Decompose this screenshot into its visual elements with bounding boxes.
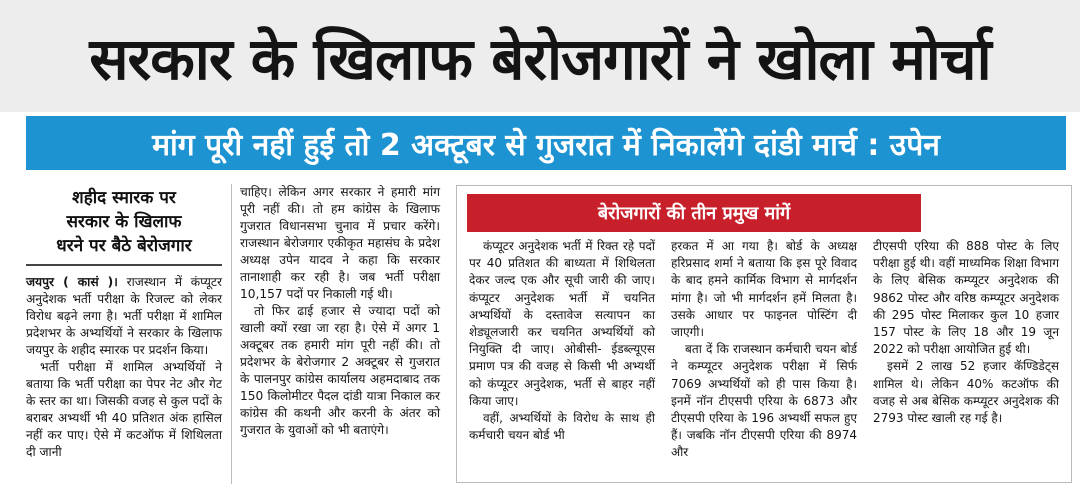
- article-paragraph: तो फिर ढाई हजार से ज्यादा पदों को खाली क्यों रखा जा रहा है। ऐसे में अगर 1 अक्टूबर तक हमारी मांग पूरी नहीं की। तो प्रदेशभर के बेरोजगार 2 अक्टूबर से गुजरात के पालनपुर कांग्रेस कार्यालय अहमदाबाद तक 150 किलोमीटर पैदल दांडी यात्रा निकाल कर कांग्रेस की कथनी और करनी के अंतर को गुजरात के युवाओं को भी बताएंगे।: [240, 304, 440, 437]
- article-paragraph: भर्ती परीक्षा में शामिल अभ्यर्थियों ने बताया कि भर्ती परीक्षा का पेपर नेट और गेट के स्तर का था। जिसकी वजह से कुल पदों के बराबर अभ्यर्थी भी 40 प्रतिशत अंक हासिल नहीं कर पाए। ऐसे में कटऑफ में शिथिलता दी जानी: [26, 360, 222, 459]
- article-paragraph: कंप्यूटर अनुदेशक भर्ती में रिक्त रहे पदों पर 40 प्रतिशत की बाध्यता में शिथिलता देकर जल्द एक और सूची जारी की जाए। कंप्यूटर अनुदेशक भर्ती में चयनित अभ्यर्थियों के दस्तावेज सत्यापन का शेड्यूलजारी कर चयनित अभ्यर्थियों को नियुक्ति दी जाए। ओबीसी- ईडब्ल्यूएस प्रमाण पत्र की वजह से किसी भी अभ्यर्थी को कंप्यूटर अनुदेशक, भर्ती से बाहर नहीं किया जाए।: [469, 239, 655, 408]
- article-paragraph: बता दें कि राजस्थान कर्मचारी चयन बोर्ड ने कम्प्यूटर अनुदेशक परीक्षा में सिर्फ 7069 अभ्यर्थियों को ही पास किया है। इनमें नॉन टीएसपी एरिया के 6873 और टीएसपी एरिया के 196 अभ्यर्थी सफल हुए हैं। जबकि नॉन टीएसपी एरिया की 8974 और: [671, 342, 857, 460]
- dateline: जयपुर ( कासं )।: [26, 275, 118, 289]
- sidebar-heading-line: धरने पर बैठे बेरोजगार: [56, 236, 192, 256]
- demands-box: [456, 185, 1072, 483]
- sidebar-body: [26, 274, 222, 461]
- box-column-1: [469, 238, 655, 444]
- column-divider: [231, 184, 232, 484]
- article-paragraph: [26, 274, 222, 359]
- subheadline: मांग पूरी नहीं हुई तो 2 अक्टूबर से गुजरात में निकालेंगे दांडी मार्च : उपेन: [152, 127, 940, 163]
- sidebar-heading-line: शहीद स्मारक पर: [72, 188, 176, 208]
- middle-column: [240, 184, 440, 484]
- article-paragraph: टीएसपी एरिया की 888 पोस्ट के लिए परीक्षा हुई थी। वहीं माध्यमिक शिक्षा विभाग के लिए बेसिक कम्प्यूटर अनुदेशक की 9862 पोस्ट और वरिष्ठ कम्प्यूटर अनुदेशक की 295 पोस्ट मिलाकर कुल 10 हजार 157 पोस्ट के लिए 18 और 19 जून 2022 को परीक्षा आयोजित हुई थी।: [873, 239, 1059, 357]
- box-column-3: [873, 238, 1059, 427]
- article-paragraph: इसमें 2 लाख 52 हजार कॅण्डिडेट्स शामिल थे। लेकिन 40% कटऑफ की वजह से अब बेसिक कम्प्यूटर अनुदेशक की 2793 पोस्ट खाली रह गई है।: [873, 359, 1059, 426]
- sidebar-heading: [26, 180, 222, 266]
- demands-banner-title: बेरोजगारों की तीन प्रमुख मांगें: [597, 203, 791, 224]
- demands-banner: [467, 194, 921, 232]
- subheadline-band: [26, 116, 1066, 170]
- sidebar-heading-line: सरकार के खिलाफ: [66, 212, 182, 232]
- box-column-2: [671, 238, 857, 462]
- article-paragraph: वहीं, अभ्यर्थियों के विरोध के साथ ही कर्मचारी चयन बोर्ड भी: [469, 411, 655, 443]
- article-paragraph: हरकत में आ गया है। बोर्ड के अध्यक्ष हरिप्रसाद शर्मा ने बताया कि इस पूरे विवाद के बाद हमने कार्मिक विभाग से मार्गदर्शन मांगा है। जो भी मार्गदर्शन हमें मिलता है। उसके आधार पर फाइनल पोस्टिंग दी जाएगी।: [671, 239, 857, 340]
- headline-band: [0, 0, 1080, 112]
- sidebar-column: [26, 180, 222, 490]
- headline: सरकार के खिलाफ बेरोजगारों ने खोला मोर्चा: [89, 24, 991, 93]
- article-paragraph: चाहिए। लेकिन अगर सरकार ने हमारी मांग पूरी नहीं की। तो हम कांग्रेस के खिलाफ गुजरात विधानसभा चुनाव में प्रचार करेंगे। राजस्थान बेरोजगार एकीकृत महासंघ के प्रदेश अध्यक्ष उपेन यादव ने कहा कि सरकार तानाशाही कर रही है। जब भर्ती परीक्षा 10,157 पदों पर निकाली गई थी।: [240, 185, 440, 301]
- paragraph-text: राजस्थान में कंप्यूटर अनुदेशक भर्ती परीक्षा के रिजल्ट को लेकर विरोध बढ़ने लगा है। भर्ती परीक्षा में शामिल प्रदेशभर के अभ्यर्थियों ने सरकार के खिलाफ जयपुर के शहीद स्मारक पर प्रदर्शन किया।: [26, 275, 223, 357]
